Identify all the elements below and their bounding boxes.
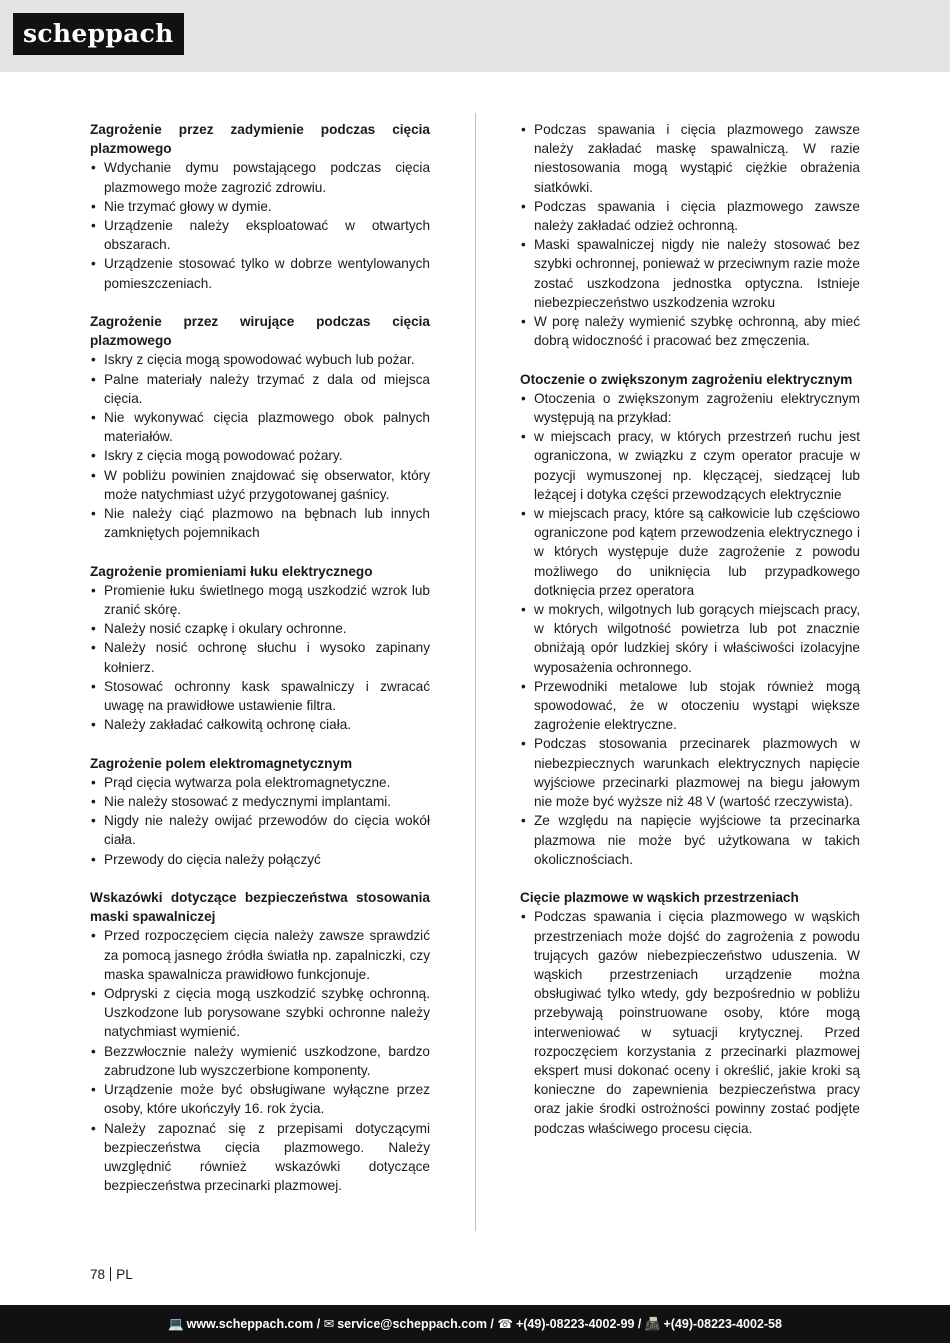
phone-number: +(49)-08223-4002-99 / <box>515 1317 642 1331</box>
header-band <box>0 0 950 72</box>
list-item: • Podczas spawania i cięcia plazmowego zawsze należy zakładać odzież ochronną. <box>520 197 860 235</box>
fax-number: +(49)-08223-4002-58 <box>663 1317 782 1331</box>
mail-icon: ✉ <box>323 1317 335 1331</box>
list-item: • Urządzenie należy eksploatować w otwartych obszarach. <box>90 216 430 254</box>
list-item: • Nie trzymać głowy w dymie. <box>90 197 430 216</box>
page-number <box>90 1265 133 1284</box>
section-heading: Zagrożenie promieniami łuku elektrycznego <box>90 563 373 579</box>
list-item: • Podczas stosowania przecinarek plazmowych w niebezpiecznych warunkach elektrycznych napięcie wyjściowe przecinarki plazmowej na biegu jałowym nie może być wyższe niż 48 V (wartość rzeczywista). <box>520 734 860 811</box>
list-item: • Urządzenie stosować tylko w dobrze wentylowanych pomieszczeniach. <box>90 254 430 292</box>
list-item: • Iskry z cięcia mogą spowodować wybuch lub pożar. <box>90 350 430 369</box>
list-item: • Odpryski z cięcia mogą uszkodzić szybkę ochronną. Uszkodzone lub porysowane szybki ochronne należy natychmiast wymienić. <box>90 984 430 1042</box>
bullet-list <box>520 389 860 869</box>
section-heading: Zagrożenie przez zadymienie podczas cięcia plazmowego <box>90 122 430 157</box>
list-item: • Podczas spawania i cięcia plazmowego zawsze należy zakładać maskę spawalniczą. W razie niestosowania mogą wystąpić ciężkie obrażenia siatkówki. <box>520 120 860 197</box>
section <box>90 754 430 869</box>
computer-icon: 💻 <box>168 1317 184 1331</box>
scheppach-logo: scheppach <box>13 13 184 55</box>
contact-bar <box>0 1305 950 1343</box>
section <box>520 888 860 1138</box>
page-language: PL <box>116 1267 133 1282</box>
list-item: • Należy zapoznać się z przepisami dotyczącymi bezpieczeństwa cięcia plazmowego. Należy uwzględnić również wskazówki dotyczące bezpieczeństwa przecinarki plazmowej. <box>90 1119 430 1196</box>
list-item: • Przewodniki metalowe lub stojak również mogą spowodować, że w otoczeniu wystąpi większe zagrożenie elektryczne. <box>520 677 860 735</box>
list-item: • Ze względu na napięcie wyjściowe ta przecinarka plazmowa nie może być użytkowana w takich okolicznościach. <box>520 811 860 869</box>
list-item: • Należy nosić czapkę i okulary ochronne. <box>90 619 430 638</box>
list-item: • Otoczenia o zwiększonym zagrożeniu elektrycznym występują na przykład: <box>520 389 860 427</box>
list-item: • Urządzenie może być obsługiwane wyłączne przez osoby, które ukończyły 16. rok życia. <box>90 1080 430 1118</box>
section <box>90 120 430 293</box>
email-link[interactable]: service@scheppach.com / <box>337 1317 494 1331</box>
left-column <box>90 120 430 1215</box>
section-heading: Cięcie plazmowe w wąskich przestrzeniach <box>520 890 799 906</box>
page-number-value: 78 <box>90 1267 106 1282</box>
section-heading: Otoczenie o zwiększonym zagrożeniu elektrycznym <box>520 371 853 387</box>
bullet-list <box>90 581 430 735</box>
list-item: • Podczas spawania i cięcia plazmowego w wąskich przestrzeniach może dojść do zagrożenia z powodu trujących gazów niebezpieczeństwo uduszenia. W wąskich przestrzeniach urządzenie można obsługiwać tylko wtedy, gdy bezpośrednio w pobliżu przebywają poinstruowane osoby, które mogą interweniować w sytuacji krytycznej. Przed rozpoczęciem korzystania z przecinarki plazmowej ekspert musi dokonać oceny i określić, jakie kroki są konieczne do zapewnienia bezpieczeństwa pracy oraz jakie środki ostrożności powinny zostać podjęte podczas właściwego procesu cięcia. <box>520 907 860 1137</box>
list-item: • Nie wykonywać cięcia plazmowego obok palnych materiałów. <box>90 408 430 446</box>
section <box>520 120 860 350</box>
list-item: • Prąd cięcia wytwarza pola elektromagnetyczne. <box>90 773 430 792</box>
bullet-list <box>520 907 860 1137</box>
list-item: • Wdychanie dymu powstającego podczas cięcia plazmowego może zagrozić zdrowiu. <box>90 158 430 196</box>
list-item: • Należy nosić ochronę słuchu i wysoko zapinany kołnierz. <box>90 638 430 676</box>
bullet-list <box>90 773 430 869</box>
phone-icon: ☎ <box>497 1317 513 1331</box>
bullet-list <box>90 926 430 1195</box>
section <box>90 888 430 1195</box>
column-divider <box>475 113 476 1231</box>
section <box>520 370 860 869</box>
list-item: • w miejscach pracy, w których przestrzeń ruchu jest ograniczona, w związku z czym operator pracuje w pozycji wymuszonej np. klęczącej, siedzącej lub leżącej i dotyka części przewodzących elektrycznie <box>520 427 860 504</box>
section <box>90 562 430 735</box>
list-item: • Iskry z cięcia mogą powodować pożary. <box>90 446 430 465</box>
list-item: • Nie należy stosować z medycznymi implantami. <box>90 792 430 811</box>
list-item: • W porę należy wymienić szybkę ochronną, aby mieć dobrą widoczność i pracować bez zmęczenia. <box>520 312 860 350</box>
list-item: • Nie należy ciąć plazmowo na bębnach lub innych zamkniętych pojemnikach <box>90 504 430 542</box>
list-item: • Maski spawalniczej nigdy nie należy stosować bez szybki ochronnej, ponieważ w przeciwnym razie może zostać uszkodzona jednostka optyczna. Istnieje niebezpieczeństwo uszkodzenia wzroku <box>520 235 860 312</box>
list-item: • Stosować ochronny kask spawalniczy i zwracać uwagę na prawidłowe ustawienie filtra. <box>90 677 430 715</box>
list-item: • Przed rozpoczęciem cięcia należy zawsze sprawdzić za pomocą jasnego źródła światła np. zapalniczki, czy maska spawalnicza prawidłowo funkcjonuje. <box>90 926 430 984</box>
section-heading: Zagrożenie polem elektromagnetycznym <box>90 755 353 771</box>
right-column <box>520 120 860 1157</box>
list-item: • w miejscach pracy, które są całkowicie lub częściowo ograniczone pod kątem przewodzenia elektrycznego i w których występuje duże zagrożenie z powodu możliwego do uniknięcia lub przypadkowego dotknięcia przez operatora <box>520 504 860 600</box>
list-item: • Palne materiały należy trzymać z dala od miejsca cięcia. <box>90 370 430 408</box>
bullet-list <box>520 120 860 350</box>
list-item: • W pobliżu powinien znajdować się obserwator, który może natychmiast użyć przygotowanej gaśnicy. <box>90 466 430 504</box>
fax-icon: 📠 <box>644 1317 661 1331</box>
page-number-separator <box>110 1267 111 1281</box>
list-item: • Promienie łuku świetlnego mogą uszkodzić wzrok lub zranić skórę. <box>90 581 430 619</box>
website-link[interactable]: www.scheppach.com / <box>186 1317 321 1331</box>
list-item: • Należy zakładać całkowitą ochronę ciała. <box>90 715 430 734</box>
list-item: • w mokrych, wilgotnych lub gorących miejscach pracy, w których wilgotność powietrza lub pot znacznie obniżają opór ludzkiej skóry i właściwości izolacyjne wyposażenia ochronnego. <box>520 600 860 677</box>
list-item: • Przewody do cięcia należy połączyć <box>90 850 430 869</box>
section-heading: Zagrożenie przez wirujące podczas cięcia plazmowego <box>90 314 430 349</box>
section-heading: Wskazówki dotyczące bezpieczeństwa stosowania maski spawalniczej <box>90 890 430 925</box>
list-item: • Nigdy nie należy owijać przewodów do cięcia wokół ciała. <box>90 811 430 849</box>
bullet-list <box>90 158 430 292</box>
bullet-list <box>90 350 430 542</box>
section <box>90 312 430 542</box>
list-item: • Bezzwłocznie należy wymienić uszkodzone, bardzo zabrudzone lub wyszczerbione komponenty. <box>90 1042 430 1080</box>
